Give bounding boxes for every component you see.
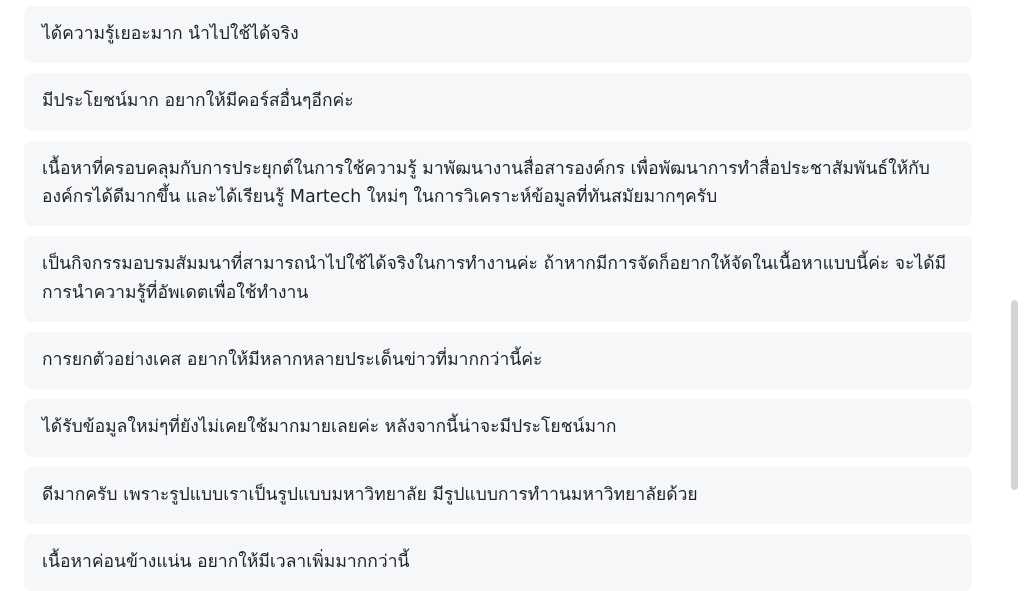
feedback-text: การยกตัวอย่างเคส อยากให้มีหลากหลายประเด็นข่าวที่มากกว่านี้ค่ะ — [42, 350, 543, 371]
list-item — [24, 73, 972, 130]
list-item — [24, 141, 972, 227]
feedback-text: ได้ความรู้เยอะมาก นำไปใช้ได้จริง — [42, 24, 299, 44]
feedback-text: เป็นกิจกรรมอบรมสัมมนาที่สามารถนำไปใช้ได้จริงในการทำงานค่ะ ถ้าหากมีการจัดก็อยากให้จัดในเนื้อหาแบบนี้ค่ะ จะได้มีการนำความรู้ที่อัพเดตเพื่อใช้ทำงาน — [42, 254, 947, 303]
list-item — [24, 332, 972, 389]
list-item — [24, 467, 972, 524]
feedback-text: เนื้อหาค่อนข้างแน่น อยากให้มีเวลาเพิ่มมากกว่านี้ — [42, 552, 410, 573]
feedback-text: ได้รับข้อมูลใหม่ๆที่ยังไม่เคยใช้มากมายเลยค่ะ หลังจากนี้น่าจะมีประโยชน์มาก — [42, 417, 617, 438]
list-item — [24, 399, 972, 456]
scrollbar-thumb[interactable] — [1011, 300, 1018, 490]
feedback-text: ดีมากครับ เพราะรูปแบบเราเป็นรูปแบบมหาวิทยาลัย มีรูปแบบการทำานมหาวิทยาลัยด้วย — [42, 484, 698, 505]
list-item — [24, 236, 972, 322]
list-item — [24, 534, 972, 591]
feedback-text: เนื้อหาที่ครอบคลุมกับการประยุกต์ในการใช้ความรู้ มาพัฒนางานสื่อสารองค์กร เพื่อพัฒนาการทำสื่อประชาสัมพันธ์ให้กับองค์กรได้ดีมากขึ้น และได้เรียนรู้ Martech ใหม่ๆ ในการวิเคราะห์ข้อมูลที่ทันสมัยมากๆครับ — [42, 158, 930, 208]
list-item — [24, 6, 972, 63]
feedback-text: มีประโยชน์มาก อยากให้มีคอร์สอื่นๆอีกค่ะ — [42, 91, 354, 112]
